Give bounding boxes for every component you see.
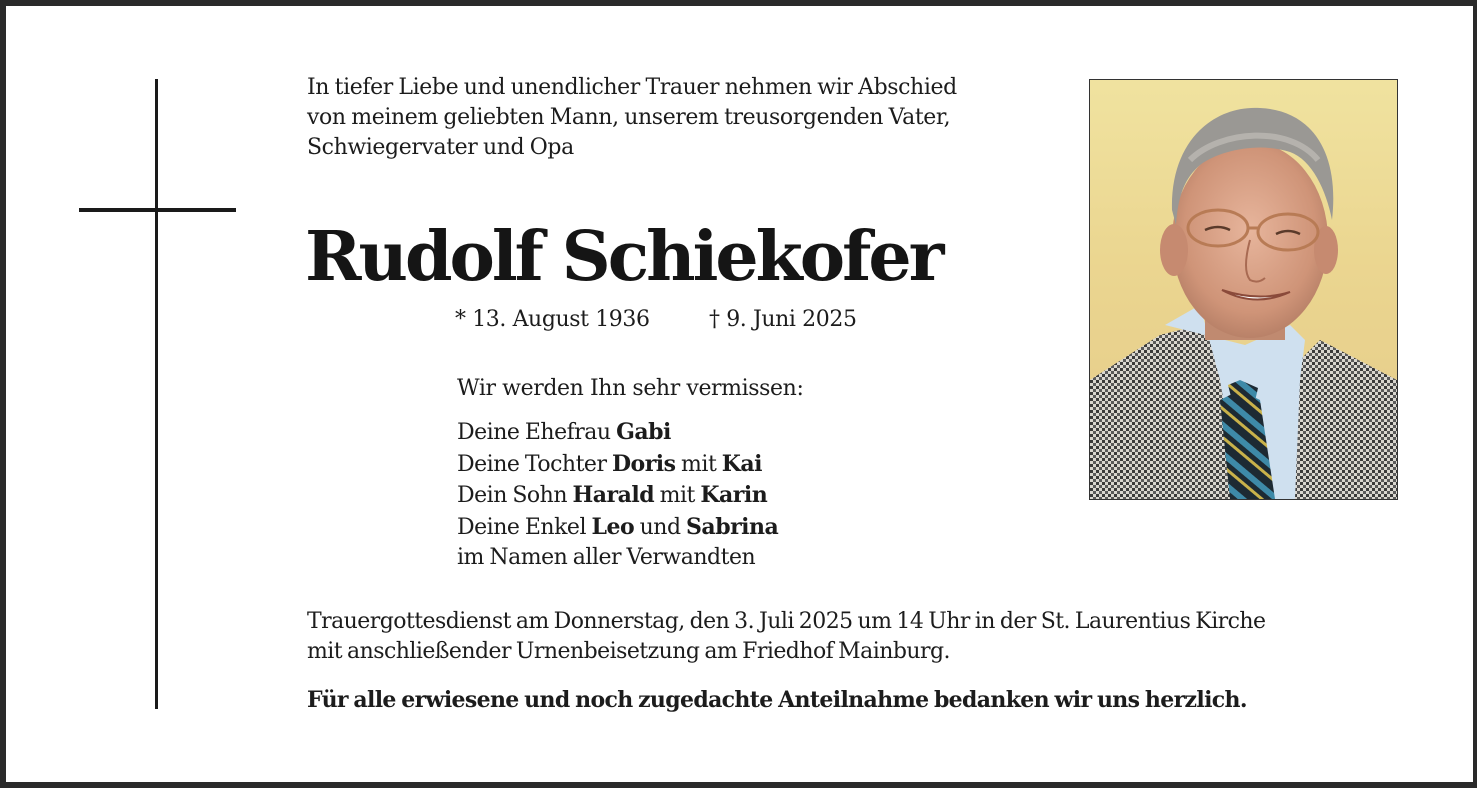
son-conj: mit	[654, 483, 701, 508]
son-partner-name: Karin	[700, 482, 768, 508]
intro-line-2: von meinem geliebten Mann, unserem treusorgenden Vater,	[307, 105, 951, 130]
daughter-name: Doris	[611, 450, 676, 477]
grandkids-prefix: Deine Enkel	[457, 514, 592, 540]
cross-vertical-bar	[155, 79, 158, 709]
death-date: † 9. Juni 2025	[709, 307, 857, 332]
birth-date: * 13. August 1936	[455, 307, 650, 332]
deceased-name: Rudolf Schiekofer	[305, 217, 942, 297]
intro-line-3: Schwiegervater und Opa	[307, 135, 574, 160]
daughter-prefix: Deine Tochter	[457, 451, 612, 477]
mourner-row-relatives: im Namen aller Verwandten	[457, 545, 756, 570]
son-name: Harald	[572, 482, 655, 508]
wife-name: Gabi	[616, 419, 671, 445]
mourners-list	[457, 417, 778, 574]
daughter-conj: mit	[675, 451, 722, 477]
wife-prefix: Deine Ehefrau	[457, 420, 617, 445]
cross-horizontal-bar	[79, 208, 236, 212]
service-line-1: Trauergottesdienst am Donnerstag, den 3. Juli 2025 um 14 Uhr in der St. Laurentius Kirche	[307, 609, 1266, 634]
service-info	[307, 607, 1407, 667]
portrait-illustration	[1090, 80, 1397, 499]
daughter-partner-name: Kai	[721, 450, 763, 477]
mourner-row-daughter	[457, 449, 778, 481]
thanks-text: Für alle erwiesene und noch zugedachte Anteilnahme bedanken wir uns herzlich.	[307, 687, 1247, 713]
mourner-row-grandkids	[457, 512, 778, 544]
grandkids-conj: und	[634, 514, 687, 540]
intro-line-1: In tiefer Liebe und unendlicher Trauer nehmen wir Abschied	[307, 75, 957, 100]
intro-text	[307, 73, 1047, 163]
miss-text: Wir werden Ihn sehr vermissen:	[457, 376, 804, 401]
grandkid-2-name: Sabrina	[686, 513, 779, 540]
service-line-2: mit anschließender Urnenbeisetzung am Friedhof Mainburg.	[307, 639, 950, 664]
mourner-row-son	[457, 480, 778, 512]
grandkid-1-name: Leo	[591, 513, 635, 540]
portrait-photo	[1089, 79, 1398, 500]
son-prefix: Dein Sohn	[457, 483, 573, 508]
mourner-row-wife	[457, 417, 778, 449]
